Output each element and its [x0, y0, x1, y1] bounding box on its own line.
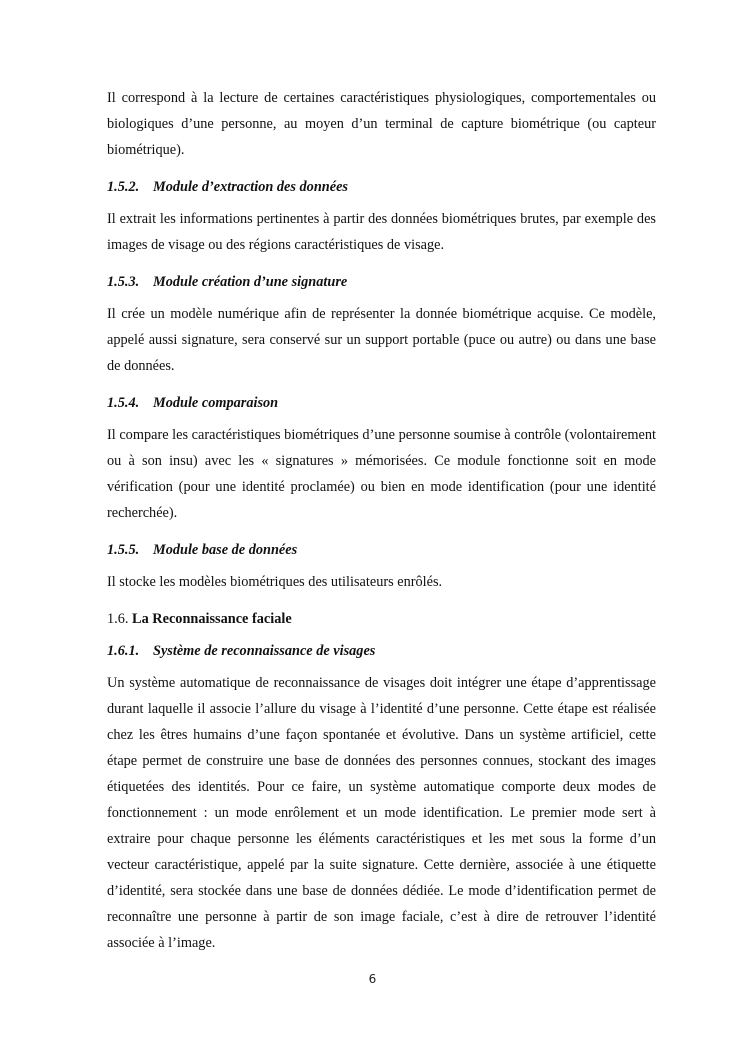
heading-1-5-4	[107, 390, 656, 416]
heading-number: 1.5.3.	[107, 274, 140, 290]
heading-title: Système de reconnaissance de visages	[153, 643, 376, 659]
heading-title: Module base de données	[153, 542, 298, 558]
heading-1-5-3	[107, 269, 656, 295]
heading-number: 1.5.2.	[107, 179, 140, 195]
heading-1-5-2	[107, 174, 656, 200]
heading-1-6	[107, 606, 656, 632]
heading-1-6-1	[107, 638, 656, 664]
heading-title: La Reconnaissance faciale	[132, 611, 292, 627]
heading-number: 1.5.4.	[107, 395, 140, 411]
heading-number: 1.6.1.	[107, 643, 140, 659]
page-number: 6	[368, 972, 377, 986]
paragraph-systeme-reconnaissance: Un système automatique de reconnaissance de visages doit intégrer une étape d’apprentissage durant laquelle il associe l’allure du visage à l’identité d’une personne. Cette étape est réalisée chez les êtres humains d’une façon spontanée et évolutive. Dans un système artificiel, cette étape permet de construire une base de données des personnes connues, stockant des images étiquetées des identités. Pour ce faire, un système automatique comporte deux modes de fonctionnement : un mode enrôlement et un mode identification. Le premier mode sert à extraire pour chaque personne les éléments caractéristiques et les met sous la forme d’un vecteur caractéristique, appelé par la suite signature. Cette dernière, associée à une étiquette d’identité, sera stockée dans une base de données dédiée. Le mode d’identification permet de reconnaître une personne à partir de son image faciale, c’est à dire de retrouver l’identité associée à l’image.	[107, 675, 656, 951]
heading-title: Module création d’une signature	[153, 274, 348, 290]
heading-number: 1.5.5.	[107, 542, 140, 558]
paragraph-comparaison: Il compare les caractéristiques biométriques d’une personne soumise à contrôle (volontairement ou à son insu) avec les « signatures » mémorisées. Ce module fonctionne soit en mode vérification (pour une identité proclamée) ou bien en mode identification (pour une identité recherchée).	[107, 427, 656, 521]
paragraph-signature: Il crée un modèle numérique afin de représenter la donnée biométrique acquise. Ce modèle, appelé aussi signature, sera conservé sur un support portable (puce ou autre) ou dans une base de données.	[107, 306, 656, 374]
heading-1-5-5	[107, 537, 656, 563]
paragraph-capture: Il correspond à la lecture de certaines caractéristiques physiologiques, comportementales ou biologiques d’une personne, au moyen d’un terminal de capture biométrique (ou capteur biométrique).	[107, 90, 656, 158]
heading-number: 1.6.	[107, 611, 129, 627]
document-page	[107, 85, 656, 967]
heading-title: Module comparaison	[153, 395, 279, 411]
paragraph-base-donnees: Il stocke les modèles biométriques des utilisateurs enrôlés.	[107, 574, 443, 590]
paragraph-extraction: Il extrait les informations pertinentes à partir des données biométriques brutes, par exemple des images de visage ou des régions caractéristiques de visage.	[107, 211, 656, 253]
heading-title: Module d’extraction des données	[153, 179, 348, 195]
